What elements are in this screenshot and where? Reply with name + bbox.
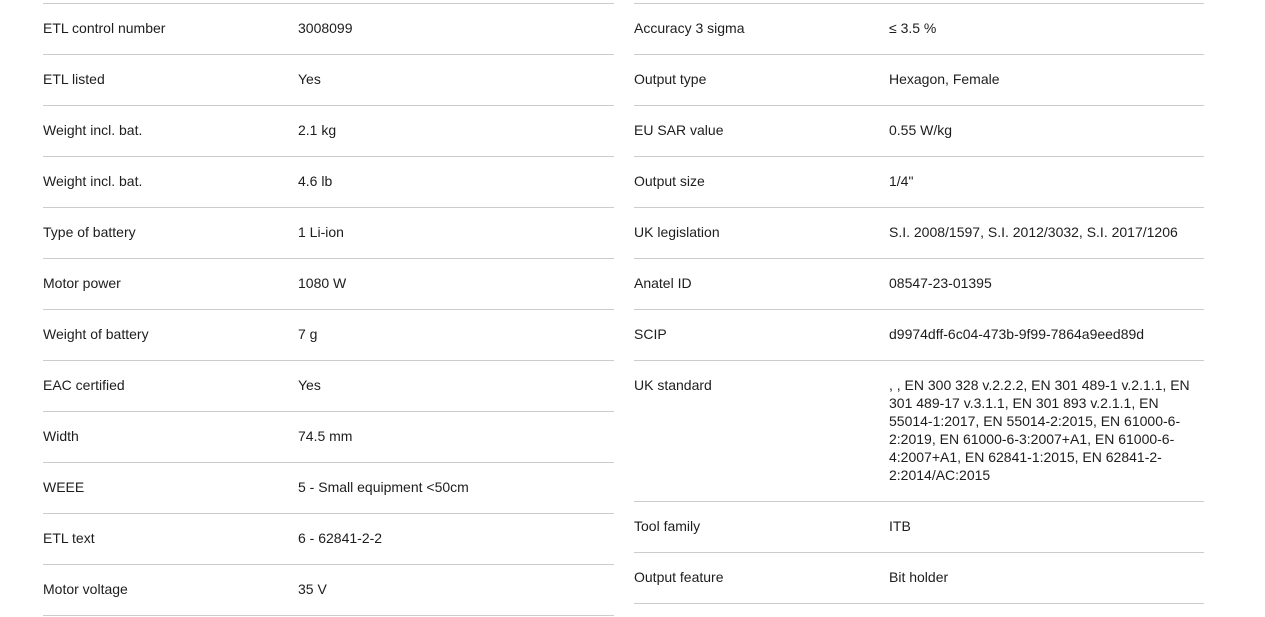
spec-value: 0.55 W/kg: [889, 122, 953, 138]
spec-value: ITB: [889, 518, 911, 534]
spec-label: Width: [43, 428, 79, 444]
spec-row: [43, 360, 614, 411]
spec-row: [634, 552, 1204, 604]
spec-label: ETL text: [43, 530, 95, 546]
spec-value: 2.1 kg: [298, 122, 337, 138]
spec-value: 3008099: [298, 20, 353, 36]
spec-row: [634, 105, 1204, 156]
spec-value: Yes: [298, 377, 321, 393]
spec-row: [634, 3, 1204, 54]
spec-row: [43, 105, 614, 156]
spec-row: [43, 309, 614, 360]
spec-row: [43, 564, 614, 616]
spec-label: Output feature: [634, 569, 724, 585]
spec-value: d9974dff-6c04-473b-9f99-7864a9eed89d: [889, 326, 1145, 342]
spec-value: 7 g: [298, 326, 318, 342]
spec-label: Output size: [634, 173, 705, 189]
spec-value: 08547-23-01395: [889, 275, 992, 291]
spec-row: [43, 513, 614, 564]
spec-value: 1/4": [889, 173, 914, 189]
spec-label: SCIP: [634, 326, 667, 342]
spec-label: UK standard: [634, 377, 712, 393]
spec-row: [43, 3, 614, 54]
spec-value: 1080 W: [298, 275, 347, 291]
spec-row: [43, 411, 614, 462]
spec-label: Weight incl. bat.: [43, 173, 143, 189]
spec-label: Motor voltage: [43, 581, 128, 597]
spec-label: Weight incl. bat.: [43, 122, 143, 138]
spec-row: [634, 207, 1204, 258]
spec-row: [43, 54, 614, 105]
spec-label: ETL listed: [43, 71, 105, 87]
spec-label: Output type: [634, 71, 707, 87]
spec-value: 6 - 62841-2-2: [298, 530, 383, 546]
spec-label: ETL control number: [43, 20, 166, 36]
spec-label: EAC certified: [43, 377, 125, 393]
spec-label: Type of battery: [43, 224, 136, 240]
spec-table-right: [634, 3, 1204, 604]
spec-label: WEEE: [43, 479, 85, 495]
spec-row: [43, 462, 614, 513]
spec-value: 1 Li-ion: [298, 224, 344, 240]
spec-value: 74.5 mm: [298, 428, 353, 444]
spec-value: Bit holder: [889, 569, 949, 585]
spec-value: Hexagon, Female: [889, 71, 1000, 87]
spec-row: [43, 258, 614, 309]
spec-row: [634, 156, 1204, 207]
spec-value: 5 - Small equipment <50cm: [298, 479, 469, 495]
spec-value: Yes: [298, 71, 321, 87]
spec-row: [634, 501, 1204, 552]
spec-table-left: [43, 3, 614, 616]
spec-value: , , EN 300 328 v.2.2.2, EN 301 489-1 v.2.1.1, EN 301 489-17 v.3.1.1, EN 301 893 v.2.1.1, EN 55014-1:2017, EN 55014-2:2015, EN 61000-6-2:2019, EN 61000-6-3:2007+A1, EN 61000-6-4:2007+A1, EN 62841-1:2015, EN 62841-2-2:2014/AC:2015: [889, 377, 1190, 483]
spec-row: [43, 156, 614, 207]
spec-value: 4.6 lb: [298, 173, 333, 189]
spec-row: [634, 309, 1204, 360]
spec-row: [634, 258, 1204, 309]
spec-label: Tool family: [634, 518, 701, 534]
spec-label: UK legislation: [634, 224, 720, 240]
spec-label: Motor power: [43, 275, 121, 291]
spec-row: [634, 360, 1204, 501]
spec-label: Anatel ID: [634, 275, 692, 291]
spec-label: Accuracy 3 sigma: [634, 20, 745, 36]
spec-row: [634, 54, 1204, 105]
spec-value: S.I. 2008/1597, S.I. 2012/3032, S.I. 2017/1206: [889, 224, 1178, 240]
spec-label: EU SAR value: [634, 122, 724, 138]
spec-label: Weight of battery: [43, 326, 149, 342]
spec-value: 35 V: [298, 581, 327, 597]
spec-row: [43, 207, 614, 258]
spec-value: ≤ 3.5 %: [889, 20, 937, 36]
